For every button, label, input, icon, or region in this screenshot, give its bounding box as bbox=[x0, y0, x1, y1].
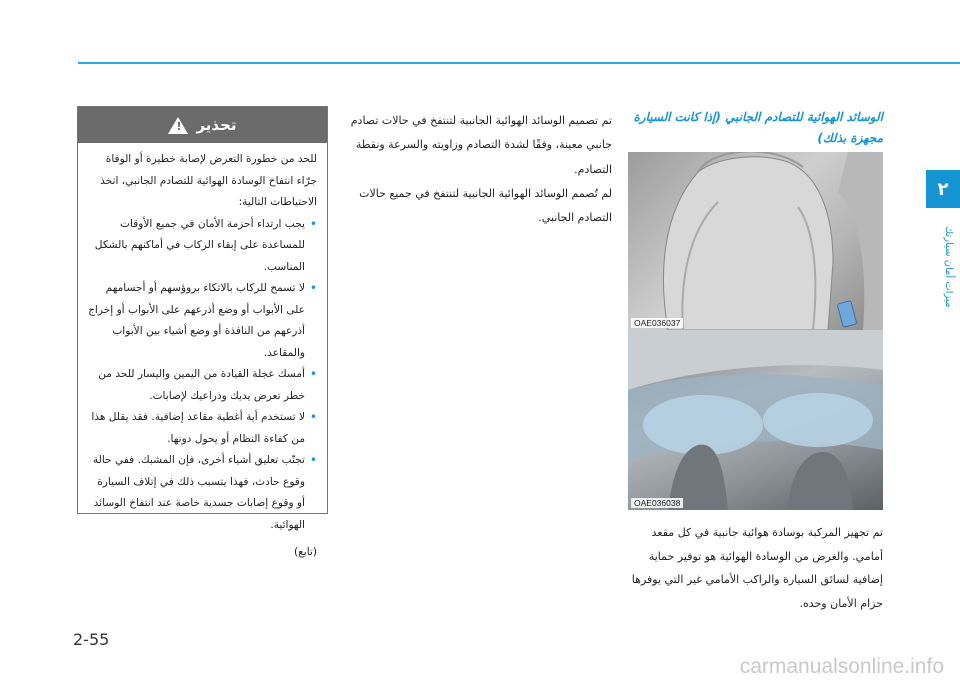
warning-intro: للحد من خطورة التعرض لإصابة خطيرة أو الوفاة جرّاء انتفاخ الوسادة الهوائية للتصادم الجانبي، اتخذ الاحتياطات التالية: bbox=[100, 153, 317, 208]
paragraph: تم تصميم الوسائد الهوائية الجانبية لتنتفخ في حالات تصادم جانبي معينة، وفقًا لشدة التصادم وزاويته والسرعة ونقطة التصادم. bbox=[350, 114, 612, 176]
warning-item: • لا تستخدم أية أغطية مقاعد إضافية. فقد يقلل هذا من كفاءة النظام أو يحول دونها. bbox=[88, 407, 305, 450]
figure-code: OAE036037 bbox=[631, 318, 683, 328]
watermark: carmanualsonline.info bbox=[739, 655, 944, 678]
figure-airbag-deployed bbox=[628, 330, 883, 510]
chapter-title: ميزات أمان سيارتك bbox=[943, 226, 954, 308]
warning-item: • أمسك عجلة القيادة من اليمين واليسار للحد من خطر تعرض يديك وذراعيك لإصابات. bbox=[88, 364, 305, 407]
warning-body bbox=[78, 143, 327, 564]
paragraph: لم تُصمم الوسائد الهوائية الجانبية لتنتفخ في جميع حالات التصادم الجانبي. bbox=[359, 186, 612, 225]
header-rule bbox=[78, 62, 960, 64]
page-number: 2-55 bbox=[73, 630, 110, 649]
warning-box bbox=[77, 106, 328, 558]
warning-header bbox=[78, 107, 327, 143]
airbag-illustration bbox=[628, 330, 883, 510]
warning-item: • لا تسمح للركاب بالاتكاء بروؤسهم أو أجسامهم على الأبواب أو وضع أذرعهم على الأبواب أو إخراج أذرعهم من النافذة أو وضع أشياء بين الأبواب والمقاعد. bbox=[88, 278, 305, 364]
warning-item: • تجنّب تعليق أشياء أخرى، فإن المشبك. ففي حالة وقوع حادث، فهذا يتسبب ذلك في إتلاف السيارة أو وقوع إصابات جسدية خاصة عند انتفاخ الوسائد الهوائية. bbox=[88, 450, 305, 536]
paragraph: تم تجهيز المركبة بوسادة هوائية جانبية في كل مقعد أمامي. والغرض من الوسادة الهوائية هو توفير حماية إضافية لسائق السيارة والراكب الأمامي غير التي يوفرها حزام الأمان وحده. bbox=[631, 526, 883, 610]
chapter-tab bbox=[926, 170, 960, 208]
section-body bbox=[628, 521, 883, 615]
warning-title: تحذير bbox=[196, 116, 237, 134]
warning-list bbox=[88, 214, 317, 537]
figure-seat-side-airbag bbox=[628, 152, 883, 330]
section-title: الوسائد الهوائية للتصادم الجانبي (إذا كانت السيارة مجهزة بذلك) bbox=[633, 110, 883, 145]
chapter-number: ٢ bbox=[937, 178, 949, 200]
continued-label: (تابع) bbox=[293, 546, 317, 558]
figure-code: OAE036038 bbox=[631, 498, 683, 508]
seat-illustration bbox=[628, 152, 883, 330]
warning-item: • يجب ارتداء أحزمة الأمان في جميع الأوقات للمساعدة على إبقاء الركاب في أماكنهم بالشكل المناسب. bbox=[88, 214, 305, 279]
middle-column bbox=[336, 109, 612, 230]
warning-triangle-icon: ! bbox=[168, 117, 188, 134]
